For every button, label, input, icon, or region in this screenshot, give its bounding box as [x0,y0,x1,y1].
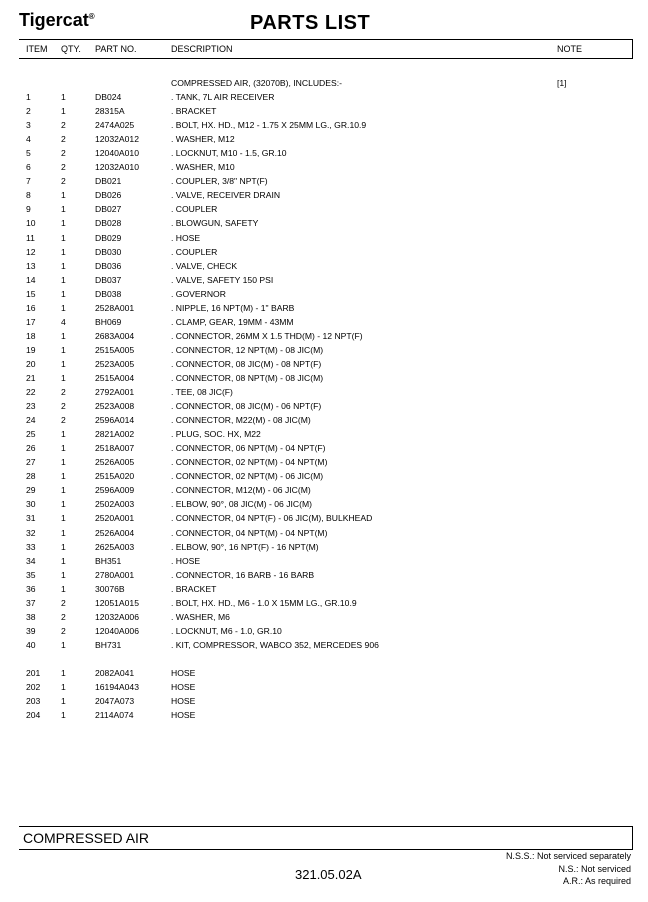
item-number: 19 [26,344,36,355]
quantity: 1 [61,443,66,454]
item-number: 9 [26,204,31,215]
item-number: 38 [26,611,36,622]
part-number: 2515A005 [95,344,135,355]
hoses-list [0,666,648,722]
part-number: DB028 [95,218,122,229]
column-header [19,39,633,59]
description: . CONNECTOR, 08 NPT(M) - 08 JIC(M) [171,372,324,383]
col-item: ITEM [26,44,48,54]
col-desc: DESCRIPTION [171,44,233,54]
item-number: 13 [26,260,36,271]
item-number: 1 [26,92,31,103]
table-row [0,343,648,357]
description: HOSE [171,710,196,721]
table-row [0,357,648,371]
quantity: 1 [61,527,66,538]
brand-logo [19,10,95,31]
part-number: 2114A074 [95,710,134,721]
table-row [0,329,648,343]
quantity: 1 [61,246,66,257]
item-number: 24 [26,415,36,426]
table-row [0,118,648,132]
part-number: DB024 [95,92,122,103]
part-number: 12032A010 [95,162,139,173]
quantity: 1 [61,232,66,243]
part-number: BH731 [95,639,122,650]
part-number: 12032A006 [95,611,139,622]
table-row [0,540,648,554]
item-number: 23 [26,401,36,412]
item-number: 2 [26,106,31,117]
footer-section [19,826,633,850]
legend [506,850,631,888]
item-number: 32 [26,527,36,538]
table-row [0,245,648,259]
legend-ns: N.S.: Not serviced [558,863,631,874]
table-row [0,399,648,413]
table-row [0,511,648,525]
description: . COUPLER [171,204,218,215]
description: . PLUG, SOC. HX, M22 [171,429,261,440]
table-row [0,371,648,385]
description: . TANK, 7L AIR RECEIVER [171,92,275,103]
part-number: 30076B [95,583,125,594]
quantity: 2 [61,148,66,159]
item-number: 10 [26,218,36,229]
quantity: 2 [61,597,66,608]
registered-mark: ® [88,12,95,21]
item-number: 15 [26,288,36,299]
table-row [0,104,648,118]
quantity: 1 [61,696,66,707]
table-row [0,427,648,441]
description: . WASHER, M10 [171,162,235,173]
item-number: 27 [26,457,36,468]
description: . CONNECTOR, 04 NPT(F) - 06 JIC(M), BULKHEAD [171,513,373,524]
quantity: 1 [61,92,66,103]
item-number: 26 [26,443,36,454]
item-number: 201 [26,667,41,678]
quantity: 1 [61,358,66,369]
part-number: 12040A010 [95,148,139,159]
description: . CONNECTOR, M12(M) - 06 JIC(M) [171,485,311,496]
description: . LOCKNUT, M6 - 1.0, GR.10 [171,625,282,636]
quantity: 2 [61,415,66,426]
part-number: 2474A025 [95,120,135,131]
quantity: 1 [61,190,66,201]
legend-nss: N.S.S.: Not serviced separately [505,851,631,861]
table-row [0,638,648,652]
part-number: 12051A015 [95,597,139,608]
quantity: 2 [61,401,66,412]
quantity: 1 [61,106,66,117]
table-row [0,680,648,694]
part-number: 2047A073 [95,696,135,707]
part-number: 12032A012 [95,134,139,145]
part-number: DB027 [95,204,122,215]
part-number: 2821A002 [95,429,135,440]
item-number: 30 [26,499,36,510]
quantity: 1 [61,471,66,482]
part-number: 2596A009 [95,485,135,496]
description: HOSE [171,682,196,693]
part-number: 2526A004 [95,527,135,538]
parts-table [0,76,648,722]
group-note: [1] [557,78,567,88]
part-number: 2528A001 [95,302,135,313]
description: . COUPLER [171,246,218,257]
item-number: 4 [26,134,31,145]
quantity: 1 [61,260,66,271]
item-number: 37 [26,597,36,608]
item-number: 28 [26,471,36,482]
quantity: 2 [61,134,66,145]
description: . VALVE, CHECK [171,260,238,271]
description: . KIT, COMPRESSOR, WABCO 352, MERCEDES 906 [171,639,379,650]
item-number: 202 [26,682,41,693]
item-number: 18 [26,330,36,341]
table-row [0,174,648,188]
part-number: 2596A014 [95,415,135,426]
item-number: 25 [26,429,36,440]
description: . CONNECTOR, M22(M) - 08 JIC(M) [171,415,311,426]
quantity: 1 [61,710,66,721]
item-number: 17 [26,316,36,327]
part-number: BH069 [95,316,122,327]
part-number: 2518A007 [95,443,135,454]
item-number: 33 [26,541,36,552]
part-number: DB029 [95,232,122,243]
table-row [0,497,648,511]
quantity: 1 [61,344,66,355]
part-number: 2625A003 [95,541,135,552]
table-row [0,708,648,722]
table-row [0,301,648,315]
table-row [0,287,648,301]
description: . CONNECTOR, 06 NPT(M) - 04 NPT(F) [171,443,326,454]
description: . TEE, 08 JIC(F) [171,387,233,398]
description: HOSE [171,667,196,678]
item-number: 29 [26,485,36,496]
description: . CONNECTOR, 16 BARB - 16 BARB [171,569,315,580]
quantity: 1 [61,555,66,566]
page-title: PARTS LIST [250,12,371,34]
part-number: DB026 [95,190,122,201]
part-number: 2526A005 [95,457,135,468]
quantity: 4 [61,316,66,327]
description: . LOCKNUT, M10 - 1.5, GR.10 [171,148,287,159]
item-number: 3 [26,120,31,131]
item-number: 35 [26,569,36,580]
description: . ELBOW, 90°, 16 NPT(F) - 16 NPT(M) [171,541,319,552]
description: . ELBOW, 90°, 08 JIC(M) - 06 JIC(M) [171,499,312,510]
part-number: DB038 [95,288,122,299]
col-part: PART NO. [95,44,137,54]
col-qty: QTY. [61,44,81,54]
quantity: 2 [61,176,66,187]
description: . WASHER, M6 [171,611,230,622]
part-number: 2683A004 [95,330,135,341]
description: . CONNECTOR, 02 NPT(M) - 06 JIC(M) [171,471,324,482]
item-number: 5 [26,148,31,159]
quantity: 2 [61,625,66,636]
description: . CONNECTOR, 12 NPT(M) - 08 JIC(M) [171,344,324,355]
item-number: 12 [26,246,36,257]
table-row [0,231,648,245]
part-number: 2515A004 [95,372,135,383]
table-row [0,596,648,610]
item-number: 21 [26,372,36,383]
item-number: 203 [26,696,41,707]
description: . CONNECTOR, 04 NPT(M) - 04 NPT(M) [171,527,328,538]
part-number: 2520A001 [95,513,135,524]
quantity: 1 [61,330,66,341]
item-number: 204 [26,710,41,721]
part-number: 2515A020 [95,471,135,482]
item-number: 7 [26,176,31,187]
item-number: 40 [26,639,36,650]
part-number: DB021 [95,176,122,187]
page-number: 321.05.02A [295,867,362,882]
table-row [0,455,648,469]
table-row [0,469,648,483]
item-number: 6 [26,162,31,173]
part-number: 2523A008 [95,401,135,412]
quantity: 1 [61,682,66,693]
table-row [0,132,648,146]
part-number: 2082A041 [95,667,135,678]
description: . CONNECTOR, 26MM X 1.5 THD(M) - 12 NPT(F) [171,330,363,341]
item-number: 22 [26,387,36,398]
table-row [0,315,648,329]
part-number: DB030 [95,246,122,257]
item-number: 14 [26,274,36,285]
col-note: NOTE [557,44,583,54]
brand-name: Tigercat [19,10,89,30]
table-row [0,582,648,596]
description: HOSE [171,696,196,707]
table-row [0,666,648,680]
part-number: 2792A001 [95,387,135,398]
quantity: 2 [61,162,66,173]
item-number: 8 [26,190,31,201]
part-number: 16194A043 [95,682,139,693]
part-number: 2502A003 [95,499,135,510]
spacer [0,652,648,666]
table-row [0,90,648,104]
table-row [0,483,648,497]
part-number: 2780A001 [95,569,135,580]
table-row [0,216,648,230]
quantity: 1 [61,372,66,383]
table-row [0,554,648,568]
table-row [0,188,648,202]
quantity: 1 [61,204,66,215]
section-title: COMPRESSED AIR [23,830,150,846]
description: . BLOWGUN, SAFETY [171,218,259,229]
part-number: 2523A005 [95,358,135,369]
description: . BRACKET [171,106,217,117]
item-number: 16 [26,302,36,313]
item-number: 31 [26,513,36,524]
table-row [0,694,648,708]
table-row [0,568,648,582]
quantity: 2 [61,387,66,398]
description: . CONNECTOR, 02 NPT(M) - 04 NPT(M) [171,457,328,468]
quantity: 1 [61,667,66,678]
description: . HOSE [171,232,201,243]
group-row [0,76,648,90]
table-row [0,413,648,427]
item-number: 20 [26,358,36,369]
part-number: BH351 [95,555,122,566]
quantity: 1 [61,218,66,229]
part-number: DB037 [95,274,122,285]
table-row [0,146,648,160]
part-number: 12040A006 [95,625,139,636]
parts-list [0,90,648,652]
description: . CONNECTOR, 08 JIC(M) - 06 NPT(F) [171,401,322,412]
description: . VALVE, SAFETY 150 PSI [171,274,274,285]
table-row [0,259,648,273]
item-number: 11 [26,232,35,243]
quantity: 1 [61,513,66,524]
table-row [0,610,648,624]
quantity: 1 [61,457,66,468]
table-row [0,273,648,287]
description: . BOLT, HX. HD., M12 - 1.75 X 25MM LG., GR.10.9 [171,120,367,131]
table-row [0,160,648,174]
quantity: 1 [61,541,66,552]
quantity: 1 [61,288,66,299]
description: . BRACKET [171,583,217,594]
description: . VALVE, RECEIVER DRAIN [171,190,281,201]
quantity: 1 [61,302,66,313]
part-number: 28315A [95,106,125,117]
description: . NIPPLE, 16 NPT(M) - 1" BARB [171,302,295,313]
quantity: 1 [61,274,66,285]
description: . COUPLER, 3/8" NPT(F) [171,176,268,187]
quantity: 1 [61,485,66,496]
quantity: 1 [61,569,66,580]
description: . HOSE [171,555,201,566]
legend-ar: A.R.: As required [562,876,631,886]
description: . BOLT, HX. HD., M6 - 1.0 X 15MM LG., GR.10.9 [171,597,357,608]
quantity: 2 [61,120,66,131]
item-number: 36 [26,583,36,594]
description: . CLAMP, GEAR, 19MM - 43MM [171,316,294,327]
item-number: 34 [26,555,36,566]
table-row [0,624,648,638]
group-description: COMPRESSED AIR, (32070B), INCLUDES:- [171,78,342,88]
description: . GOVERNOR [171,288,226,299]
table-row [0,202,648,216]
quantity: 1 [61,583,66,594]
table-row [0,526,648,540]
quantity: 1 [61,499,66,510]
description: . CONNECTOR, 08 JIC(M) - 08 NPT(F) [171,358,322,369]
table-row [0,385,648,399]
quantity: 1 [61,639,66,650]
quantity: 1 [61,429,66,440]
table-row [0,441,648,455]
item-number: 39 [26,625,36,636]
part-number: DB036 [95,260,122,271]
description: . WASHER, M12 [171,134,235,145]
quantity: 2 [61,611,66,622]
